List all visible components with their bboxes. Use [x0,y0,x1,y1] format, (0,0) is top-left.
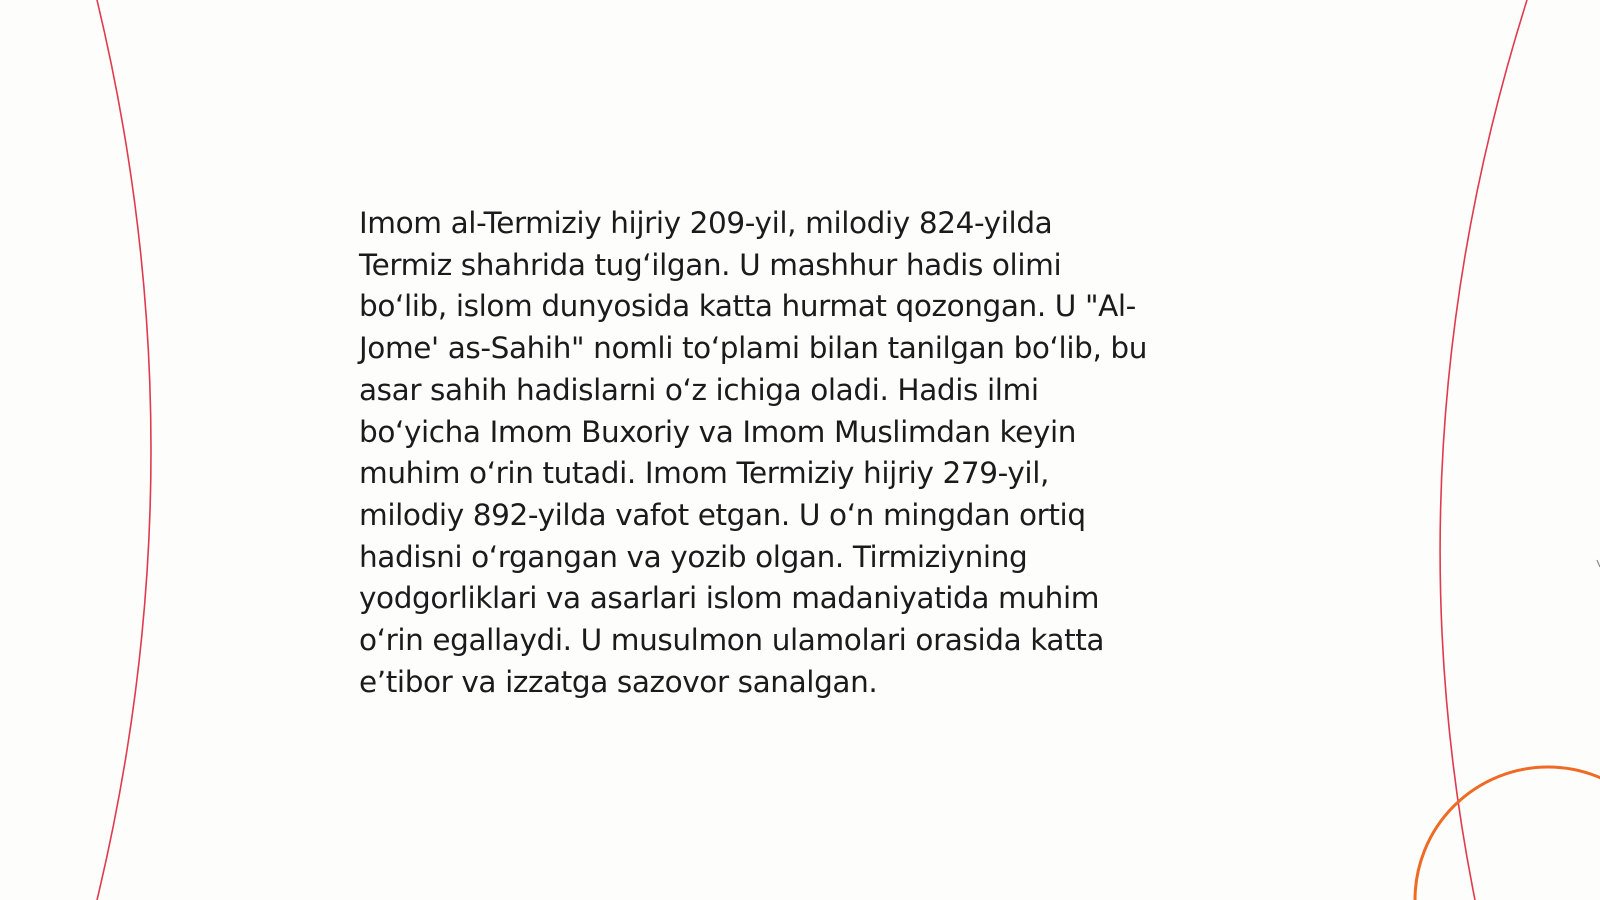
paragraph-line: muhim oʻrin tutadi. Imom Termiziy hijriy 279-yil, [359,456,1049,491]
paragraph-line: asar sahih hadislarni oʻz ichiga oladi. Hadis ilmi [359,372,1039,407]
paragraph-line: milodiy 892-yilda vafot etgan. U oʻn mingdan ortiq [359,497,1086,532]
body-paragraph [359,203,1259,703]
right-arc-line [1440,0,1527,900]
paragraph-line: Termiz shahrida tugʻilgan. U mashhur hadis olimi [359,247,1062,282]
paragraph-line: Jome' as-Sahih" nomli toʻplami bilan tanilgan boʻlib, bu [359,331,1148,366]
paragraph-line: boʻyicha Imom Buxoriy va Imom Muslimdan keyin [359,414,1077,449]
paragraph-line: hadisni oʻrgangan va yozib olgan. Tirmiziyning [359,539,1028,574]
paragraph-line: eʼtibor va izzatga sazovor sanalgan. [359,664,878,699]
paragraph-line: oʻrin egallaydi. U musulmon ulamolari orasida katta [359,623,1105,658]
paragraph-line: yodgorliklari va asarlari islom madaniyatida muhim [359,581,1100,616]
orange-circle-outline [1415,767,1600,900]
paragraph-line: Imom al-Termiziy hijriy 209-yil, milodiy 824-yilda [359,206,1053,240]
paragraph-line: boʻlib, islom dunyosida katta hurmat qozongan. U "Al- [359,289,1136,324]
left-arc-line [97,0,151,900]
